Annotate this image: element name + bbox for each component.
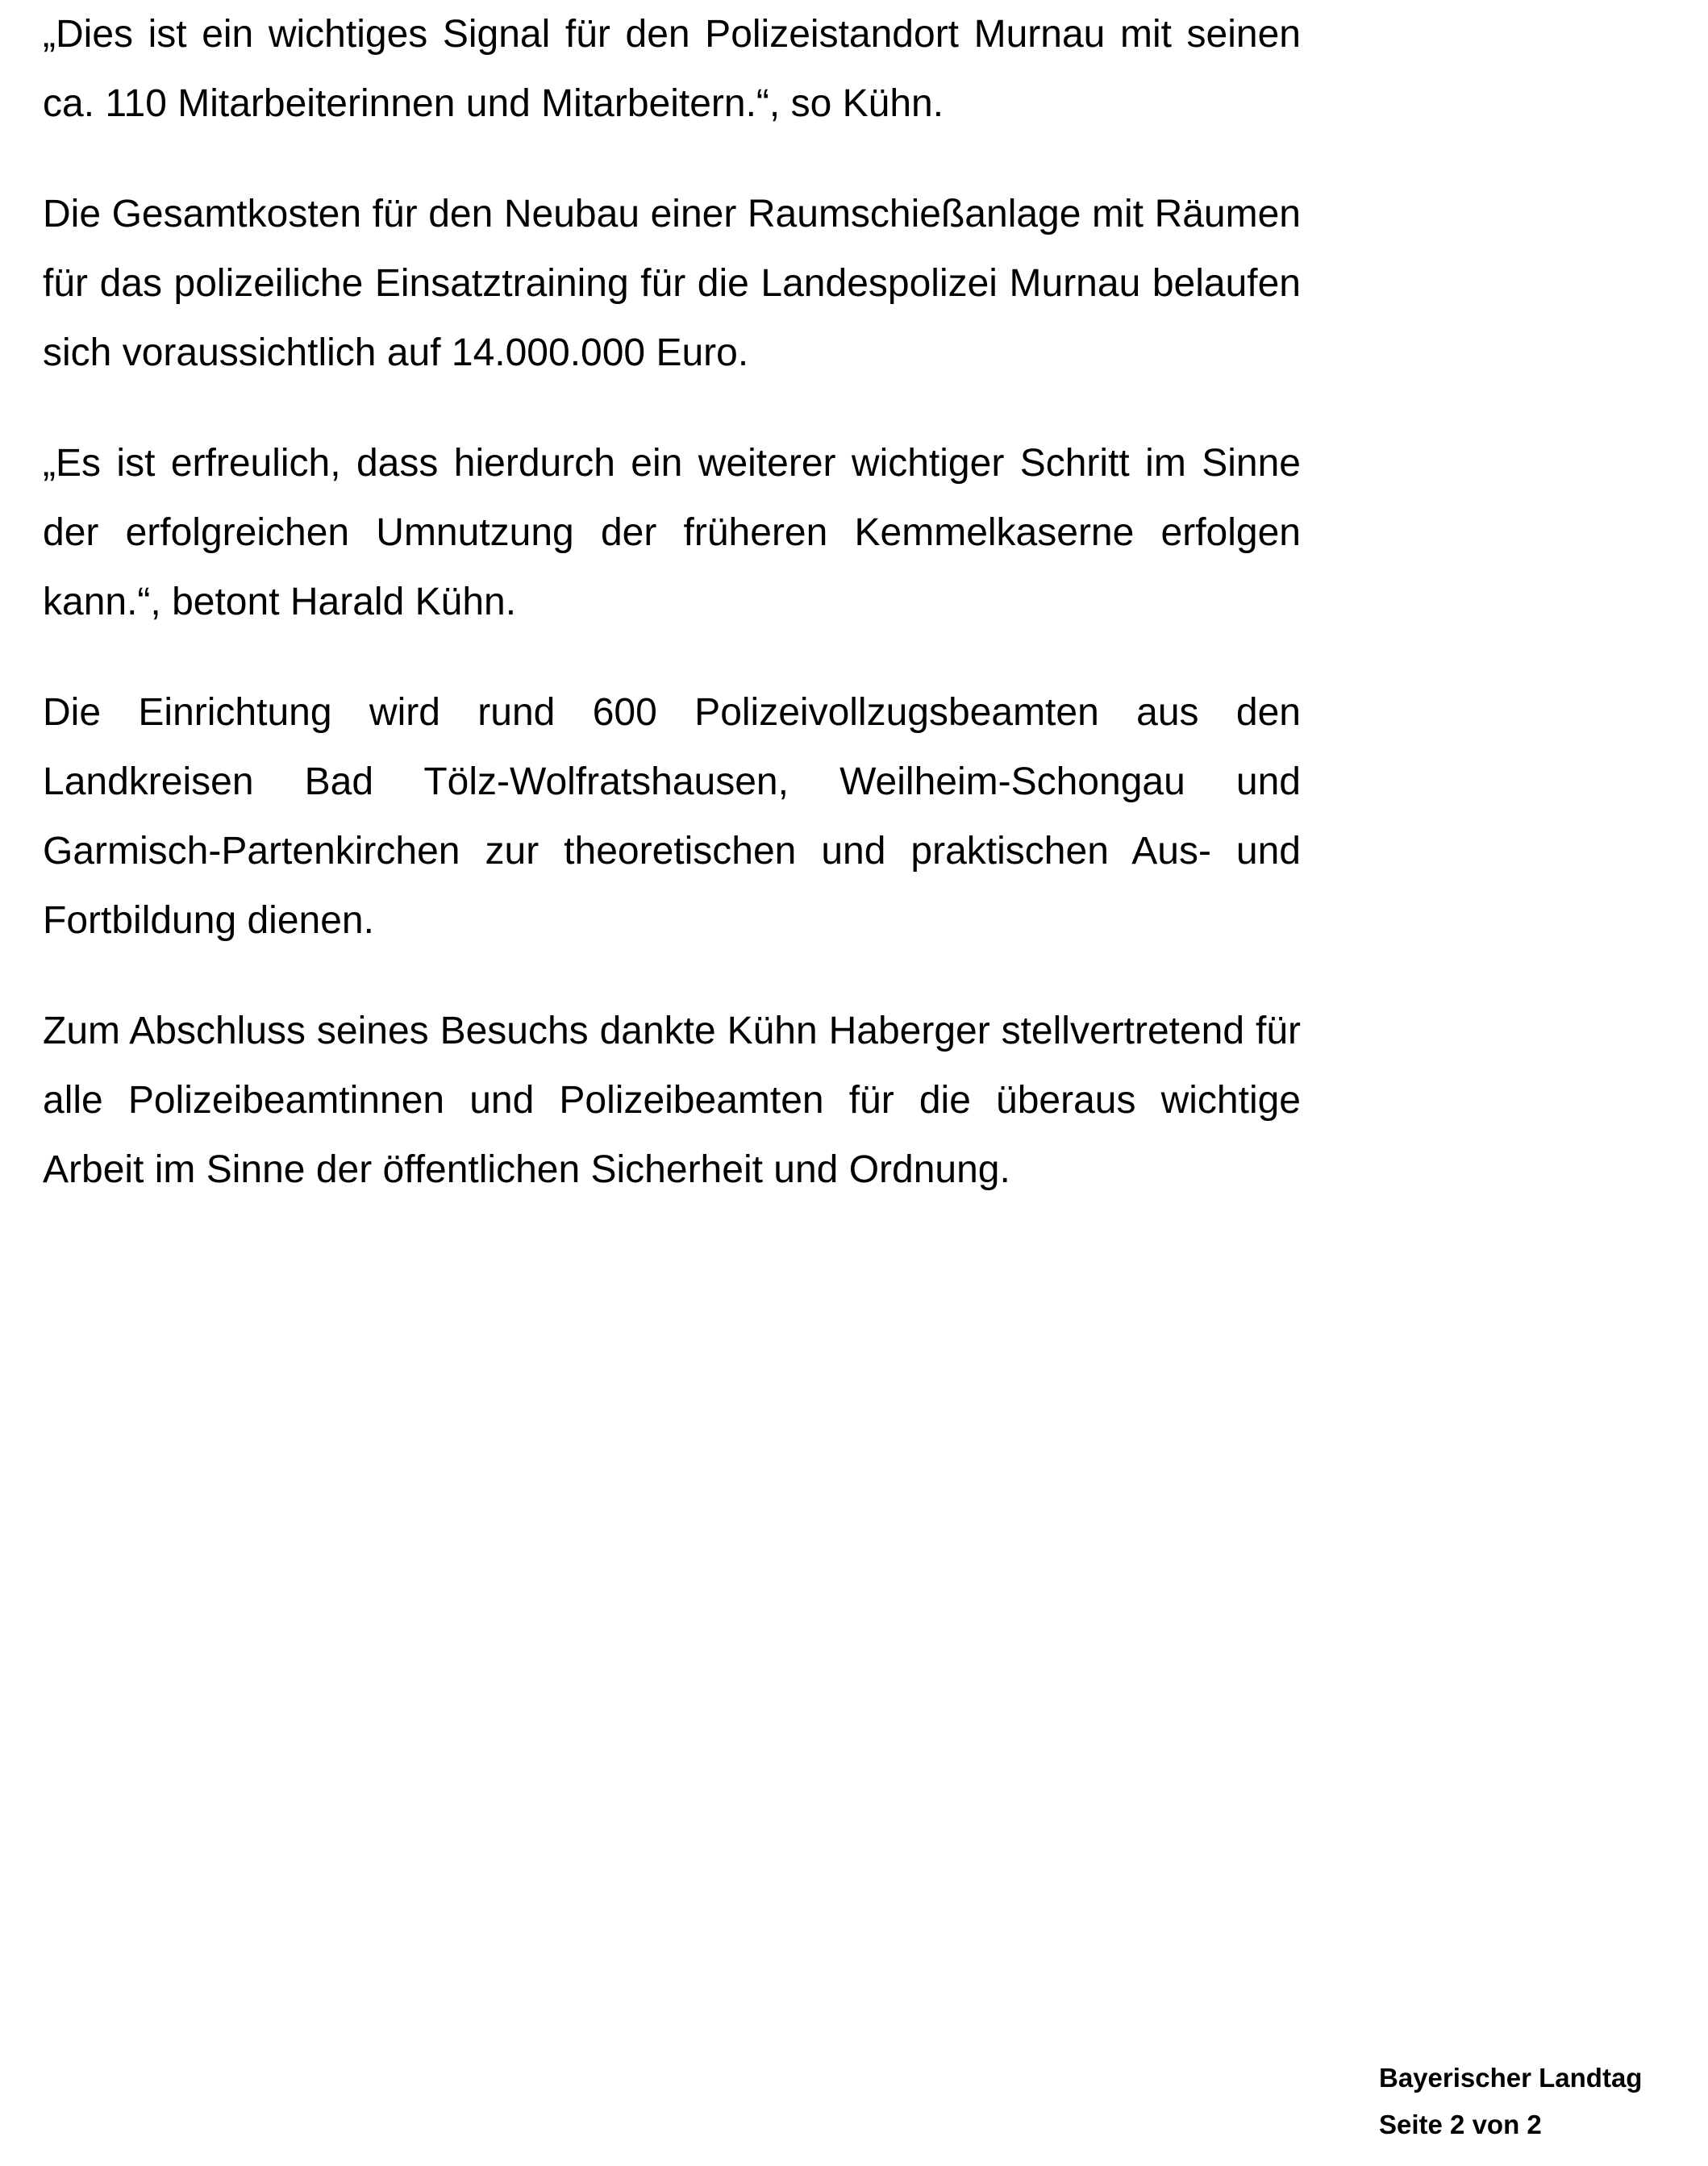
paragraph-closing-thanks: Zum Abschluss seines Besuchs dankte Kühn Haberger stellvertretend für alle Polizeibeamtinnen und Polizeibeamten für die überaus wichtige Arbeit im Sinne der öffentlichen Sicherheit und Ordnung. [43,1010,1301,1191]
footer-organization: Bayerischer Landtag [1379,2063,1643,2093]
paragraph-quote-conversion: „Es ist erfreulich, dass hierdurch ein weiterer wichtiger Schritt im Sinne der erfolgreichen Umnutzung der früheren Kemmelkaserne erfolgen kann.“, betont Harald Kühn. [43,442,1301,623]
paragraph-quote-signal: „Dies ist ein wichtiges Signal für den Polizeistandort Murnau mit seinen ca. 110 Mitarbeiterinnen und Mitarbeitern.“, so Kühn. [43,13,1301,125]
page-footer [1379,2055,1685,2148]
document-body [43,0,1301,1246]
paragraph-facility-usage: Die Einrichtung wird rund 600 Polizeivollzugsbeamten aus den Landkreisen Bad Tölz-Wolfratshausen, Weilheim-Schongau und Garmisch-Partenkirchen zur theoretischen und praktischen Aus- und Fortbildung dienen. [43,691,1301,942]
paragraph-total-costs: Die Gesamtkosten für den Neubau einer Raumschießanlage mit Räumen für das polizeiliche Einsatztraining für die Landespolizei Murnau belaufen sich voraussichtlich auf 14.000.000 Euro. [43,193,1301,374]
footer-page-number: Seite 2 von 2 [1379,2110,1542,2139]
